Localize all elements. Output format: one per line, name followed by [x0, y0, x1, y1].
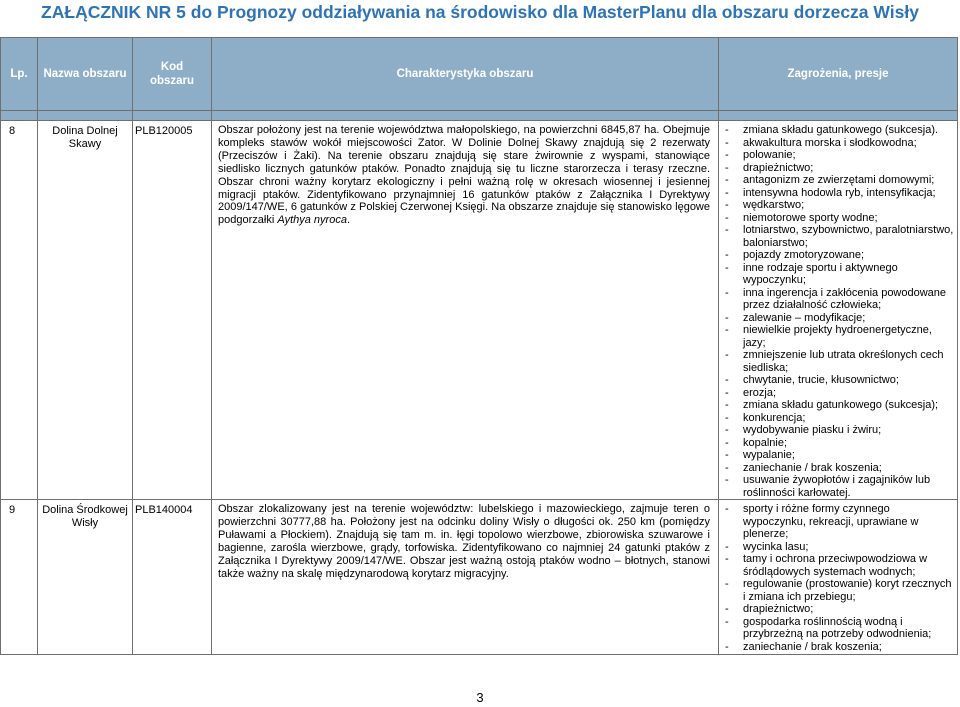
natura-areas-table — [0, 37, 958, 655]
threat-item: - pojazdy zmotoryzowane; — [723, 249, 955, 262]
threat-item: - konkurencja; — [723, 412, 955, 425]
threat-item: - chwytanie, trucie, kłusownictwo; — [723, 374, 955, 387]
threat-item: - polowanie; — [723, 149, 955, 162]
row-description-end: . — [346, 214, 350, 227]
page-number: 3 — [476, 690, 484, 705]
table-header-row — [1, 38, 958, 111]
row-lp: 8 — [1, 121, 38, 500]
threat-item: - zaniechanie / brak koszenia; — [723, 641, 955, 654]
threats-list — [723, 503, 955, 653]
threat-item: - drapieżnictwo; — [723, 603, 955, 616]
table-row — [1, 121, 958, 500]
row-description-text: Obszar położony jest na terenie województwa małopolskiego, na powierzchni 6845,87 ha. Obejmuje kompleks stawów wokół miejscowości Zator. W Dolinie Dolnej Skawy znajdują się 2 rezerwaty (Przeciszów i Żaki). Na terenie obszaru znajdują się stare żwirownie z wyspami, stanowiące siedlisko licznych gatunków ptaków. Ponadto znajdują się tu liczne starorzecza i terasy rzeczne. Obszar chroni ważny korytarz ekologiczny i pełni ważną rolę w okresach wiosennej i jesiennej migracji ptaków. Zidentyfikowano przynajmniej 16 gatunków ptaków z Załącznika I Dyrektywy 2009/147/WE, 6 gatunków z Polskiej Czerwonej Księgi. Na obszarze znajduje się stanowisko lęgowe podgorzałki — [218, 124, 710, 227]
threat-item: - niemotorowe sporty wodne; — [723, 212, 955, 225]
threat-item: - zaniechanie / brak koszenia; — [723, 462, 955, 475]
threat-item: - gospodarka roślinnością wodną i przybrzeżną na potrzeby odwodnienia; — [723, 616, 955, 641]
threat-item: - lotniarstwo, szybownictwo, paralotniarstwo, baloniarstwo; — [723, 224, 955, 249]
threat-item: - kopalnie; — [723, 437, 955, 450]
threat-item: - zmniejszenie lub utrata określonych cech siedliska; — [723, 349, 955, 374]
species-name: Aythya nyroca — [277, 214, 347, 227]
row-threats — [719, 121, 958, 500]
header-threats: Zagrożenia, presje — [719, 38, 958, 111]
threat-item: - zalewanie – modyfikacje; — [723, 312, 955, 325]
threats-list — [723, 124, 955, 499]
header-lp: Lp. — [1, 38, 38, 111]
row-lp: 9 — [1, 500, 38, 655]
header-code: Kod obszaru — [133, 38, 212, 111]
header-name: Nazwa obszaru — [38, 38, 133, 111]
threat-item: - zmiana składu gatunkowego (sukcesja); — [723, 399, 955, 412]
threat-item: - akwakultura morska i słodkowodna; — [723, 137, 955, 150]
threat-item: - inne rodzaje sportu i aktywnego wypoczynku; — [723, 262, 955, 287]
row-code: PLB140004 — [133, 500, 212, 655]
row-name: Dolina Dolnej Skawy — [38, 121, 133, 500]
header-spacer-row — [1, 111, 958, 121]
threat-item: - regulowanie (prostowanie) koryt rzecznych i zmiana ich przebiegu; — [723, 578, 955, 603]
document-title: ZAŁĄCZNIK NR 5 do Prognozy oddziaływania na środowisko dla MasterPlanu dla obszaru dorzecza Wisły — [41, 2, 919, 22]
threat-item: - drapieżnictwo; — [723, 162, 955, 175]
row-code: PLB120005 — [133, 121, 212, 500]
threat-item: - inna ingerencja i zakłócenia powodowane przez działalność człowieka; — [723, 287, 955, 312]
threat-item: - tamy i ochrona przeciwpowodziowa w śródlądowych systemach wodnych; — [723, 553, 955, 578]
row-description: Obszar zlokalizowany jest na terenie województw: lubelskiego i mazowieckiego, zajmuje teren o powierzchni 30777,88 ha. Położony jest na odcinku doliny Wisły o długości ok. 250 km (pomiędzy Puławami a Płockiem). Znajdują się tam m. in. łęgi topolowo wierzbowe, zbiorowiska szuwarowe i bagienne, zarośla wierzbowe, grądy, torfowiska. Zidentyfikowano co najmniej 24 gatunki ptaków z Załącznika I Dyrektywy 2009/147/WE. Obszar jest ważną ostoją ptaków wodno – błotnych, stanowi także ważny na skalę międzynarodową korytarz migracyjny. — [212, 500, 719, 655]
row-threats — [719, 500, 958, 655]
table-row — [1, 500, 958, 655]
threat-item: - sporty i różne formy czynnego wypoczynku, rekreacji, uprawiane w plenerze; — [723, 503, 955, 541]
threat-item: - niewielkie projekty hydroenergetyczne, jazy; — [723, 324, 955, 349]
threat-item: - wędkarstwo; — [723, 199, 955, 212]
row-name: Dolina Środkowej Wisły — [38, 500, 133, 655]
threat-item: - antagonizm ze zwierzętami domowymi; — [723, 174, 955, 187]
row-description — [212, 121, 719, 500]
threat-item: - intensywna hodowla ryb, intensyfikacja; — [723, 187, 955, 200]
threat-item: - erozja; — [723, 387, 955, 400]
threat-item: - wydobywanie piasku i żwiru; — [723, 424, 955, 437]
threat-item: - zmiana składu gatunkowego (sukcesja). — [723, 124, 955, 137]
threat-item: - usuwanie żywopłotów i zagajników lub roślinności karłowatej. — [723, 474, 955, 499]
header-characteristics: Charakterystyka obszaru — [212, 38, 719, 111]
threat-item: - wycinka lasu; — [723, 541, 955, 554]
threat-item: - wypalanie; — [723, 449, 955, 462]
